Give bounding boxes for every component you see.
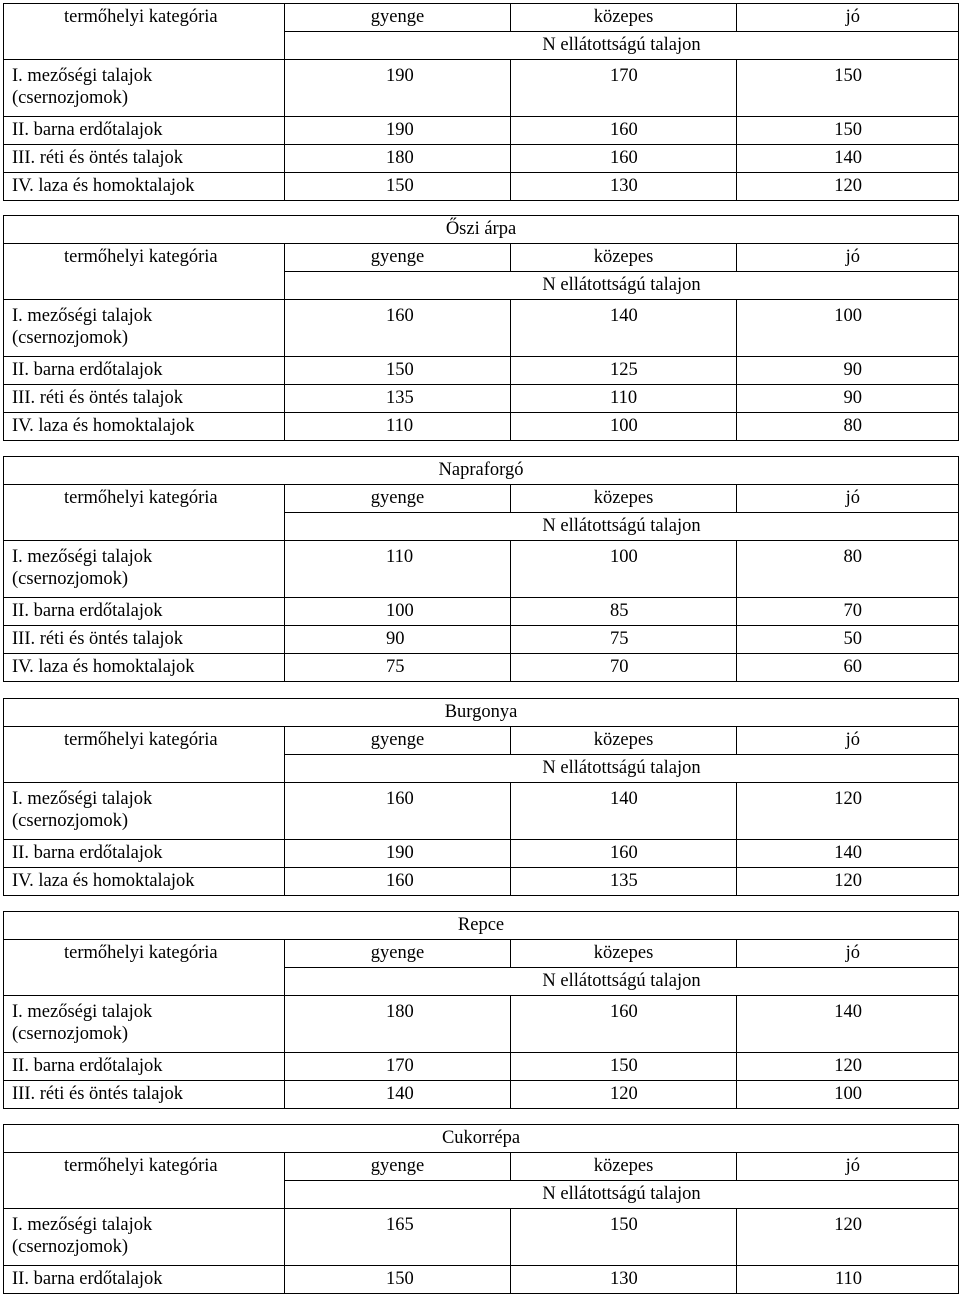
value-medium: 125 <box>511 357 737 385</box>
table-row <box>4 145 959 173</box>
row-category: III. réti és öntés talajok <box>4 145 285 173</box>
row-category: II. barna erdőtalajok <box>4 1053 285 1081</box>
fertilizer-table <box>3 215 958 441</box>
value-weak: 165 <box>285 1209 511 1266</box>
value-weak: 110 <box>285 541 511 598</box>
table-row <box>4 117 959 145</box>
table-row <box>4 300 959 357</box>
value-weak: 90 <box>285 626 511 654</box>
value-good: 50 <box>737 626 959 654</box>
table-row <box>4 654 959 682</box>
data-table <box>3 3 959 201</box>
column-header-category: termőhelyi kategória <box>4 940 285 996</box>
value-good: 140 <box>737 996 959 1053</box>
value-weak: 110 <box>285 413 511 441</box>
value-weak: 150 <box>285 357 511 385</box>
column-header-category: termőhelyi kategória <box>4 4 285 60</box>
fertilizer-table <box>3 1124 958 1294</box>
value-good: 80 <box>737 413 959 441</box>
row-category <box>4 60 285 117</box>
data-table <box>3 456 959 682</box>
table-title: Burgonya <box>4 699 959 727</box>
value-good: 120 <box>737 868 959 896</box>
table-row <box>4 996 959 1053</box>
row-category-line: (csernozjomok) <box>12 1237 129 1257</box>
table-title-row <box>4 457 959 485</box>
table-title-row <box>4 1125 959 1153</box>
value-good: 120 <box>737 173 959 201</box>
value-weak: 190 <box>285 60 511 117</box>
row-category-line: (csernozjomok) <box>12 328 129 348</box>
row-category: II. barna erdőtalajok <box>4 598 285 626</box>
column-header-supply: N ellátottságú talajon <box>285 1181 959 1209</box>
value-medium: 160 <box>511 996 737 1053</box>
row-category <box>4 541 285 598</box>
table-row <box>4 173 959 201</box>
value-good: 90 <box>737 357 959 385</box>
value-medium: 110 <box>511 385 737 413</box>
value-good: 140 <box>737 145 959 173</box>
column-header-supply: N ellátottságú talajon <box>285 968 959 996</box>
data-table <box>3 698 959 896</box>
value-weak: 150 <box>285 1266 511 1294</box>
table-row <box>4 385 959 413</box>
header-row <box>4 244 959 272</box>
header-row <box>4 4 959 32</box>
table-title: Cukorrépa <box>4 1125 959 1153</box>
column-header-category: termőhelyi kategória <box>4 727 285 783</box>
row-category: IV. laza és homoktalajok <box>4 413 285 441</box>
row-category: IV. laza és homoktalajok <box>4 868 285 896</box>
table-title-row <box>4 216 959 244</box>
value-good: 120 <box>737 1053 959 1081</box>
table-row <box>4 1209 959 1266</box>
row-category-line: I. mezőségi talajok <box>12 1215 153 1235</box>
value-medium: 75 <box>511 626 737 654</box>
column-header-good: jó <box>737 1153 959 1181</box>
fertilizer-table <box>3 698 958 896</box>
value-good: 100 <box>737 1081 959 1109</box>
column-header-good: jó <box>737 727 959 755</box>
row-category: III. réti és öntés talajok <box>4 385 285 413</box>
value-medium: 70 <box>511 654 737 682</box>
row-category-line: (csernozjomok) <box>12 1024 129 1044</box>
value-good: 140 <box>737 840 959 868</box>
value-medium: 135 <box>511 868 737 896</box>
value-good: 70 <box>737 598 959 626</box>
value-weak: 140 <box>285 1081 511 1109</box>
table-row <box>4 626 959 654</box>
value-good: 120 <box>737 783 959 840</box>
table-title-row <box>4 912 959 940</box>
value-medium: 150 <box>511 1053 737 1081</box>
row-category-line: (csernozjomok) <box>12 811 129 831</box>
value-good: 100 <box>737 300 959 357</box>
column-header-supply: N ellátottságú talajon <box>285 32 959 60</box>
table-row <box>4 1053 959 1081</box>
row-category-line: (csernozjomok) <box>12 569 129 589</box>
column-header-medium: közepes <box>511 727 737 755</box>
table-row <box>4 1081 959 1109</box>
value-medium: 150 <box>511 1209 737 1266</box>
data-table <box>3 215 959 441</box>
row-category <box>4 996 285 1053</box>
row-category: II. barna erdőtalajok <box>4 117 285 145</box>
table-row <box>4 598 959 626</box>
value-good: 60 <box>737 654 959 682</box>
column-header-weak: gyenge <box>285 4 511 32</box>
row-category: II. barna erdőtalajok <box>4 1266 285 1294</box>
value-weak: 190 <box>285 117 511 145</box>
row-category: III. réti és öntés talajok <box>4 626 285 654</box>
row-category: II. barna erdőtalajok <box>4 840 285 868</box>
column-header-category: termőhelyi kategória <box>4 1153 285 1209</box>
column-header-weak: gyenge <box>285 1153 511 1181</box>
value-weak: 180 <box>285 996 511 1053</box>
value-good: 150 <box>737 60 959 117</box>
row-category: II. barna erdőtalajok <box>4 357 285 385</box>
row-category: IV. laza és homoktalajok <box>4 654 285 682</box>
row-category-line: I. mezőségi talajok <box>12 547 153 567</box>
value-good: 90 <box>737 385 959 413</box>
table-row <box>4 413 959 441</box>
value-medium: 120 <box>511 1081 737 1109</box>
value-medium: 160 <box>511 145 737 173</box>
row-category-line: I. mezőségi talajok <box>12 789 153 809</box>
value-good: 110 <box>737 1266 959 1294</box>
value-weak: 75 <box>285 654 511 682</box>
value-weak: 180 <box>285 145 511 173</box>
table-row <box>4 1266 959 1294</box>
column-header-weak: gyenge <box>285 485 511 513</box>
value-medium: 140 <box>511 300 737 357</box>
fertilizer-table <box>3 3 958 201</box>
table-row <box>4 868 959 896</box>
row-category-line: (csernozjomok) <box>12 88 129 108</box>
value-medium: 160 <box>511 840 737 868</box>
value-weak: 160 <box>285 300 511 357</box>
row-category <box>4 300 285 357</box>
value-weak: 190 <box>285 840 511 868</box>
data-table <box>3 1124 959 1294</box>
value-weak: 170 <box>285 1053 511 1081</box>
column-header-category: termőhelyi kategória <box>4 485 285 541</box>
column-header-medium: közepes <box>511 1153 737 1181</box>
column-header-medium: közepes <box>511 485 737 513</box>
column-header-supply: N ellátottságú talajon <box>285 513 959 541</box>
table-row <box>4 783 959 840</box>
row-category <box>4 1209 285 1266</box>
row-category-line: I. mezőségi talajok <box>12 306 153 326</box>
column-header-weak: gyenge <box>285 940 511 968</box>
header-row <box>4 1153 959 1181</box>
value-weak: 160 <box>285 783 511 840</box>
column-header-good: jó <box>737 485 959 513</box>
row-category-line: I. mezőségi talajok <box>12 1002 153 1022</box>
table-title: Őszi árpa <box>4 216 959 244</box>
value-medium: 130 <box>511 173 737 201</box>
fertilizer-table <box>3 911 958 1109</box>
header-row <box>4 485 959 513</box>
table-row <box>4 541 959 598</box>
value-medium: 170 <box>511 60 737 117</box>
data-table <box>3 911 959 1109</box>
value-weak: 100 <box>285 598 511 626</box>
row-category-line: I. mezőségi talajok <box>12 66 153 86</box>
row-category: III. réti és öntés talajok <box>4 1081 285 1109</box>
value-medium: 140 <box>511 783 737 840</box>
header-row <box>4 940 959 968</box>
value-medium: 85 <box>511 598 737 626</box>
table-title-row <box>4 699 959 727</box>
value-medium: 100 <box>511 413 737 441</box>
header-row <box>4 727 959 755</box>
column-header-medium: közepes <box>511 244 737 272</box>
column-header-category: termőhelyi kategória <box>4 244 285 300</box>
value-medium: 160 <box>511 117 737 145</box>
table-title: Repce <box>4 912 959 940</box>
column-header-weak: gyenge <box>285 244 511 272</box>
value-good: 120 <box>737 1209 959 1266</box>
table-row <box>4 357 959 385</box>
column-header-supply: N ellátottságú talajon <box>285 755 959 783</box>
value-medium: 130 <box>511 1266 737 1294</box>
table-title: Napraforgó <box>4 457 959 485</box>
column-header-supply: N ellátottságú talajon <box>285 272 959 300</box>
table-row <box>4 60 959 117</box>
value-weak: 135 <box>285 385 511 413</box>
value-medium: 100 <box>511 541 737 598</box>
table-row <box>4 840 959 868</box>
column-header-medium: közepes <box>511 940 737 968</box>
value-good: 150 <box>737 117 959 145</box>
value-weak: 150 <box>285 173 511 201</box>
fertilizer-table <box>3 456 958 682</box>
row-category: IV. laza és homoktalajok <box>4 173 285 201</box>
column-header-medium: közepes <box>511 4 737 32</box>
column-header-weak: gyenge <box>285 727 511 755</box>
value-good: 80 <box>737 541 959 598</box>
column-header-good: jó <box>737 4 959 32</box>
row-category <box>4 783 285 840</box>
value-weak: 160 <box>285 868 511 896</box>
column-header-good: jó <box>737 244 959 272</box>
column-header-good: jó <box>737 940 959 968</box>
